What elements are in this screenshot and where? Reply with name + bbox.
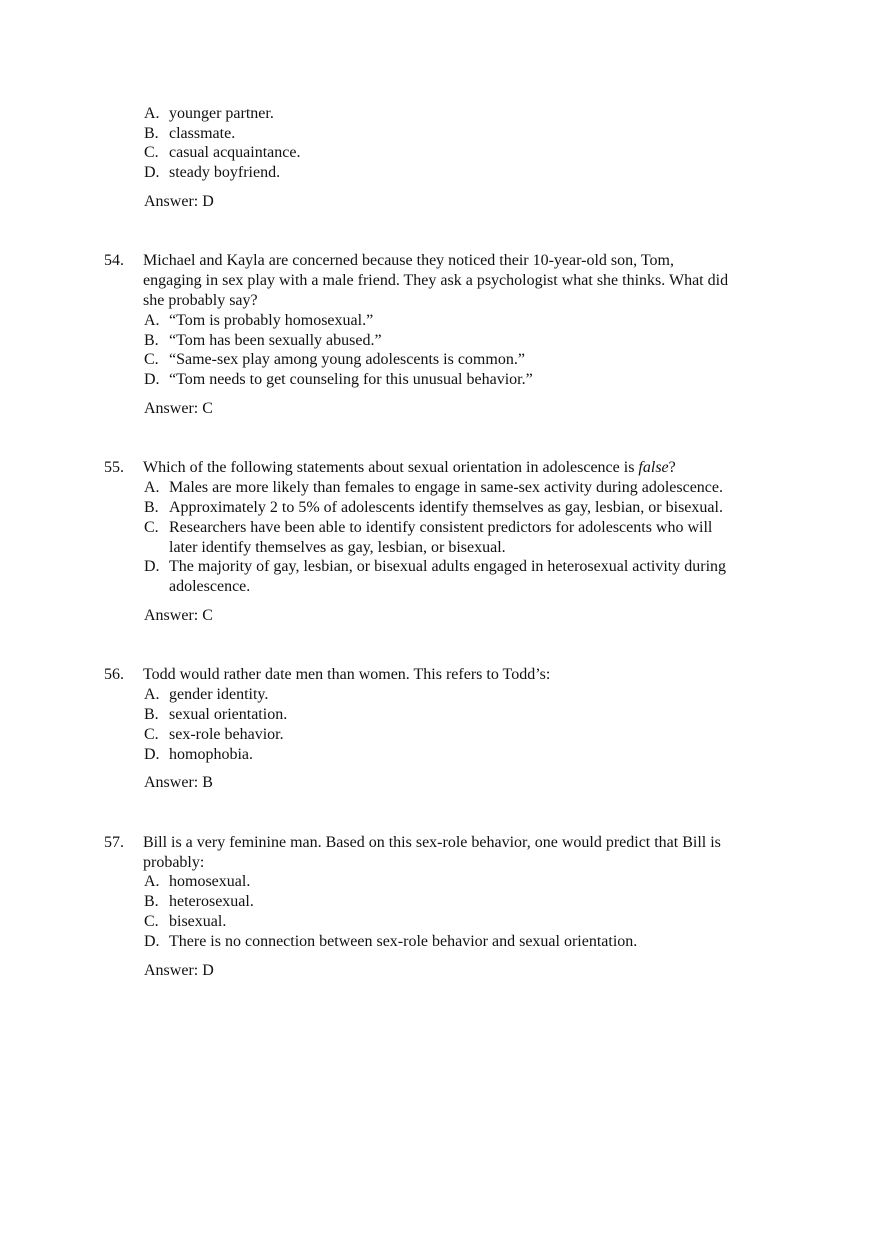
- option-letter: A.: [144, 479, 160, 496]
- question-number: 55.: [104, 459, 124, 476]
- option-letter: C.: [144, 913, 159, 930]
- stem-text: Which of the following statements about sexual orientation in adolescence is: [143, 459, 639, 476]
- option-text: Researchers have been able to identify consistent predictors for adolescents who will: [169, 519, 713, 536]
- option-text: bisexual.: [169, 913, 227, 930]
- option-letter: D.: [144, 746, 160, 763]
- option-text: Males are more likely than females to engage in same-sex activity during adolescence.: [169, 479, 724, 496]
- answer-line: Answer: B: [144, 774, 213, 791]
- option-text: “Tom is probably homosexual.”: [169, 312, 374, 329]
- option-text: heterosexual.: [169, 893, 254, 910]
- option-text: steady boyfriend.: [169, 164, 281, 181]
- option-letter: A.: [144, 105, 160, 122]
- option-letter: C.: [144, 519, 159, 536]
- question-stem-line: [143, 458, 676, 478]
- option-text: homosexual.: [169, 873, 251, 890]
- option-text: Approximately 2 to 5% of adolescents identify themselves as gay, lesbian, or bisexual.: [169, 499, 723, 516]
- answer-line: Answer: D: [144, 962, 214, 979]
- option-text: sexual orientation.: [169, 706, 288, 723]
- question-stem-line: she probably say?: [143, 292, 258, 309]
- option-text: “Same-sex play among young adolescents is common.”: [169, 351, 525, 368]
- option-letter: D.: [144, 164, 160, 181]
- question-number: 56.: [104, 666, 124, 683]
- option-letter: B.: [144, 332, 159, 349]
- option-letter: A.: [144, 873, 160, 890]
- question-number: 57.: [104, 834, 124, 851]
- option-text-continued: later identify themselves as gay, lesbian, or bisexual.: [169, 539, 506, 556]
- option-text: gender identity.: [169, 686, 269, 703]
- option-letter: D.: [144, 933, 160, 950]
- question-stem-line: Bill is a very feminine man. Based on this sex-role behavior, one would predict that Bill is: [143, 834, 721, 851]
- option-letter: C.: [144, 726, 159, 743]
- option-text: classmate.: [169, 125, 236, 142]
- option-text: There is no connection between sex-role behavior and sexual orientation.: [169, 933, 638, 950]
- question-stem-line: engaging in sex play with a male friend. They ask a psychologist what she thinks. What did: [143, 272, 729, 289]
- option-letter: A.: [144, 686, 160, 703]
- option-letter: C.: [144, 351, 159, 368]
- stem-emphasis: false: [638, 459, 669, 476]
- option-text: homophobia.: [169, 746, 253, 763]
- option-text: sex-role behavior.: [169, 726, 284, 743]
- question-number: 54.: [104, 252, 124, 269]
- option-letter: C.: [144, 144, 159, 161]
- option-letter: D.: [144, 558, 160, 575]
- option-text: “Tom has been sexually abused.”: [169, 332, 382, 349]
- answer-line: Answer: C: [144, 607, 213, 624]
- stem-text: ?: [668, 459, 676, 476]
- option-text: The majority of gay, lesbian, or bisexual adults engaged in heterosexual activity during: [169, 558, 727, 575]
- option-text: younger partner.: [169, 105, 274, 122]
- option-text: casual acquaintance.: [169, 144, 301, 161]
- option-letter: A.: [144, 312, 160, 329]
- option-letter: B.: [144, 706, 159, 723]
- option-letter: B.: [144, 125, 159, 142]
- option-letter: B.: [144, 893, 159, 910]
- option-letter: B.: [144, 499, 159, 516]
- question-stem-line: Michael and Kayla are concerned because they noticed their 10-year-old son, Tom,: [143, 252, 674, 269]
- option-text-continued: adolescence.: [169, 578, 251, 595]
- question-stem-line: Todd would rather date men than women. This refers to Todd’s:: [143, 666, 551, 683]
- answer-line: Answer: C: [144, 400, 213, 417]
- answer-line: Answer: D: [144, 193, 214, 210]
- option-text: “Tom needs to get counseling for this unusual behavior.”: [169, 371, 533, 388]
- option-letter: D.: [144, 371, 160, 388]
- question-stem-line: probably:: [143, 854, 205, 871]
